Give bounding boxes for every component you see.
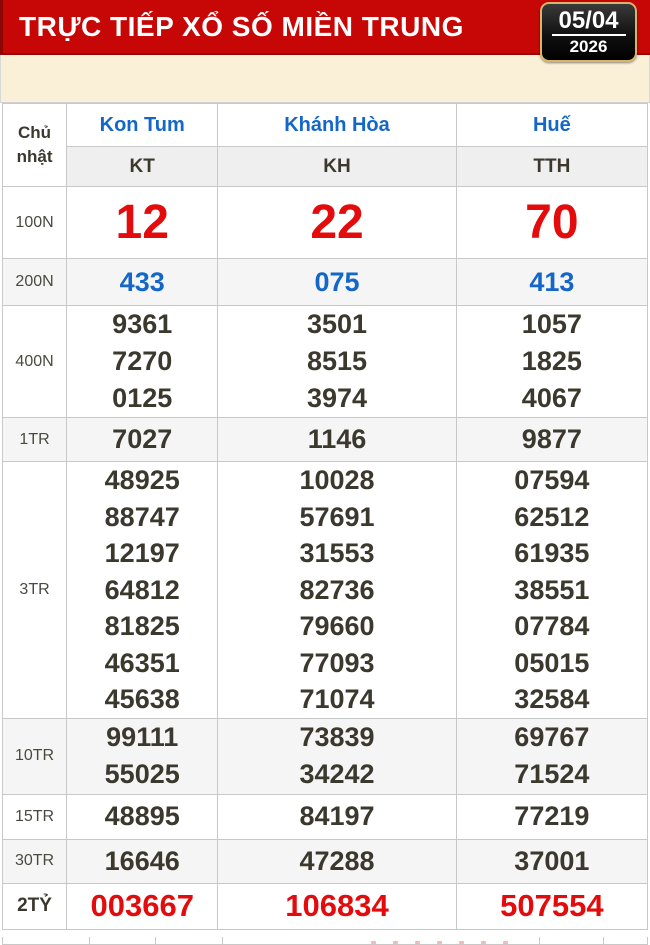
province-code-kh: KH bbox=[218, 147, 456, 187]
cutoff-text-fragment bbox=[437, 941, 442, 944]
prize-values-cell: 003667 bbox=[67, 883, 218, 929]
prize-values-cell: 77219 bbox=[456, 794, 647, 839]
prize-values-cell: 1146 bbox=[218, 418, 456, 462]
page-title: TRỰC TIẾP XỔ SỐ MIỀN TRUNG bbox=[19, 10, 464, 42]
prize-values-cell: 106834 bbox=[218, 883, 456, 929]
prize-values-cell: 84197 bbox=[218, 794, 456, 839]
cutoff-cell bbox=[223, 937, 540, 945]
prize-row-200n bbox=[3, 259, 648, 306]
prize-values-cell: 48895 bbox=[67, 794, 218, 839]
date-day-month: 05/04 bbox=[558, 7, 619, 34]
cutoff-cell bbox=[90, 937, 156, 945]
decorative-strip bbox=[0, 55, 650, 103]
prize-values-cell: 9877 bbox=[456, 418, 647, 462]
prize-label: 200N bbox=[3, 259, 67, 306]
prize-values-cell: 12 bbox=[67, 187, 218, 259]
prize-row-1tr bbox=[3, 418, 648, 462]
prize-values-cell: 9361 7270 0125 bbox=[67, 306, 218, 418]
prize-values-cell: 507554 bbox=[456, 883, 647, 929]
prize-values-cell: 16646 bbox=[67, 839, 218, 883]
weekday-cell: Chủ nhật bbox=[3, 104, 67, 187]
prize-label: 1TR bbox=[3, 418, 67, 462]
prize-values-cell: 3501 8515 3974 bbox=[218, 306, 456, 418]
province-code-row bbox=[3, 147, 648, 187]
province-name-kon-tum: Kon Tum bbox=[67, 104, 218, 147]
prize-label: 100N bbox=[3, 187, 67, 259]
date-year: 2026 bbox=[569, 37, 608, 56]
prize-values-cell: 70 bbox=[456, 187, 647, 259]
prize-values-cell: 22 bbox=[218, 187, 456, 259]
prize-values-cell: 99111 55025 bbox=[67, 718, 218, 794]
prize-row-10tr bbox=[3, 718, 648, 794]
date-badge[interactable] bbox=[540, 2, 637, 62]
date-divider bbox=[552, 34, 626, 36]
cutoff-text-fragment bbox=[393, 941, 398, 944]
prize-values-cell: 10028 57691 31553 82736 79660 77093 71074 bbox=[218, 462, 456, 719]
cutoff-cell bbox=[156, 937, 223, 945]
prize-values-cell: 433 bbox=[67, 259, 218, 306]
prize-values-cell: 37001 bbox=[456, 839, 647, 883]
prize-label: 30TR bbox=[3, 839, 67, 883]
cutoff-text-fragment bbox=[371, 941, 376, 944]
cutoff-text-fragment bbox=[503, 941, 508, 944]
cutoff-text-fragment bbox=[459, 941, 464, 944]
prize-values-cell: 07594 62512 61935 38551 07784 05015 32584 bbox=[456, 462, 647, 719]
cutoff-cell bbox=[2, 937, 90, 945]
prize-values-cell: 48925 88747 12197 64812 81825 46351 45638 bbox=[67, 462, 218, 719]
prize-values-cell: 7027 bbox=[67, 418, 218, 462]
prize-label: 10TR bbox=[3, 718, 67, 794]
province-name-row bbox=[3, 104, 648, 147]
prize-row-30tr bbox=[3, 839, 648, 883]
prize-values-cell: 1057 1825 4067 bbox=[456, 306, 647, 418]
prize-values-cell: 73839 34242 bbox=[218, 718, 456, 794]
lottery-results-table bbox=[2, 103, 648, 930]
cutoff-cell bbox=[604, 937, 648, 945]
prize-values-cell: 69767 71524 bbox=[456, 718, 647, 794]
prize-row-100n bbox=[3, 187, 648, 259]
prize-label: 400N bbox=[3, 306, 67, 418]
cutoff-text-fragment bbox=[415, 941, 420, 944]
province-code-kt: KT bbox=[67, 147, 218, 187]
province-code-tth: TTH bbox=[456, 147, 647, 187]
province-name-hue: Huế bbox=[456, 104, 647, 147]
next-section-cutoff bbox=[2, 937, 648, 945]
prize-label: 2TỶ bbox=[3, 883, 67, 929]
prize-row-400n bbox=[3, 306, 648, 418]
prize-values-cell: 075 bbox=[218, 259, 456, 306]
cutoff-cell bbox=[540, 937, 604, 945]
prize-values-cell: 47288 bbox=[218, 839, 456, 883]
prize-label: 15TR bbox=[3, 794, 67, 839]
prize-row-15tr bbox=[3, 794, 648, 839]
prize-values-cell: 413 bbox=[456, 259, 647, 306]
prize-row-2ty bbox=[3, 883, 648, 929]
prize-row-3tr bbox=[3, 462, 648, 719]
cutoff-text-fragment bbox=[481, 941, 486, 944]
province-name-khanh-hoa: Khánh Hòa bbox=[218, 104, 456, 147]
prize-label: 3TR bbox=[3, 462, 67, 719]
